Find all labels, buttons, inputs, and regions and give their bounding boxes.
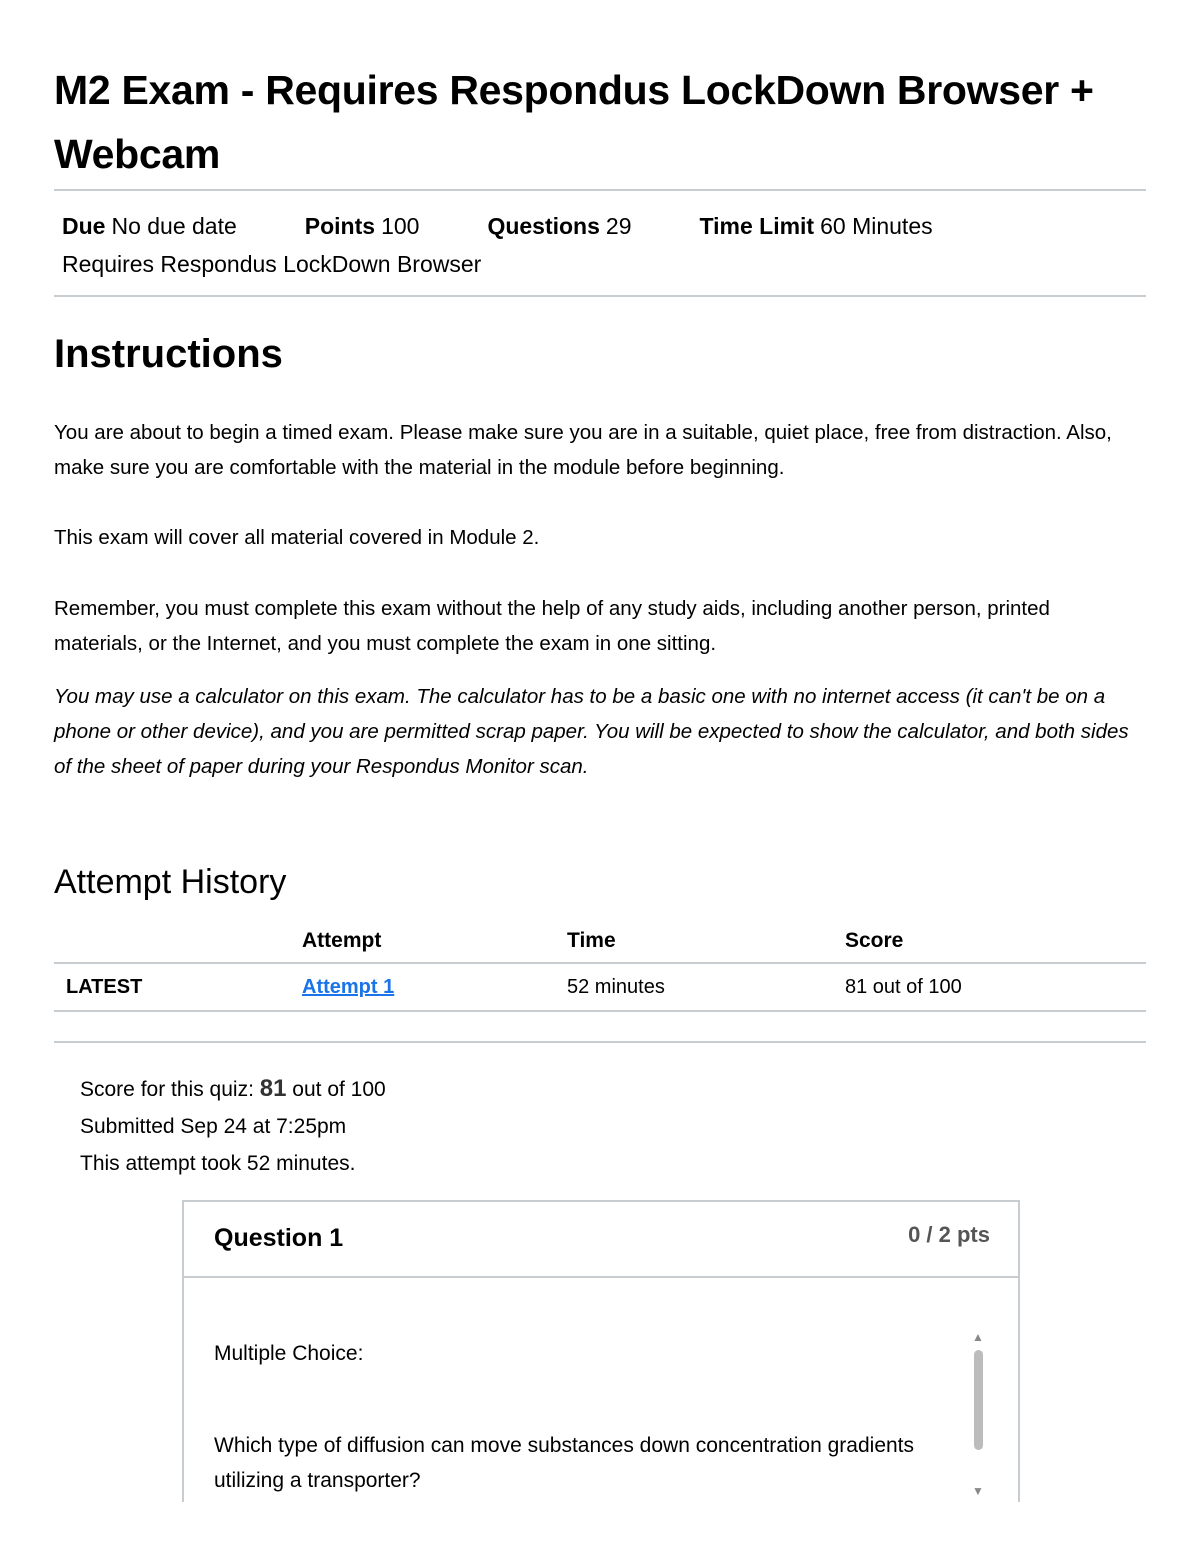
instructions-paragraph-2: This exam will cover all material covered in Module 2. (54, 526, 540, 549)
instructions-paragraph-1: You are about to begin a timed exam. Please make sure you are in a suitable, quiet place, free from distraction. Also, make sure you are comfortable with the material in the module before beginning. (54, 421, 1112, 479)
column-header-attempt: Attempt (302, 920, 567, 963)
page-title: M2 Exam - Requires Respondus LockDown Browser + Webcam (54, 67, 1094, 177)
scroll-thumb[interactable] (974, 1350, 983, 1450)
column-header-time: Time (567, 920, 845, 963)
attempt-time: 52 minutes (567, 963, 845, 1011)
attempt-link[interactable]: Attempt 1 (302, 975, 395, 998)
divider (54, 1041, 1146, 1043)
score-value: 81 (259, 1075, 287, 1102)
table-row (54, 963, 1146, 1011)
quiz-meta (62, 207, 1142, 283)
submitted-line: Submitted Sep 24 at 7:25pm (80, 1115, 347, 1138)
question-type: Multiple Choice: (214, 1342, 364, 1365)
meta-due: Due No due date (62, 213, 237, 239)
question-text: Which type of diffusion can move substances down concentration gradients utilizing a transporter? (214, 1434, 915, 1492)
instructions-heading: Instructions (54, 332, 283, 376)
question-card (182, 1200, 1020, 1502)
attempt-score: 81 out of 100 (845, 963, 1146, 1011)
attempt-history-heading: Attempt History (54, 863, 287, 901)
meta-questions: Questions 29 (487, 213, 632, 239)
meta-requirement: Requires Respondus LockDown Browser (62, 251, 482, 277)
scrollbar[interactable] (970, 1328, 988, 1502)
attempt-history-table (54, 920, 1146, 1012)
question-points: 0 / 2 pts (908, 1222, 990, 1247)
duration-line: This attempt took 52 minutes. (80, 1152, 356, 1175)
latest-tag: LATEST (54, 963, 302, 1011)
instructions-paragraph-4: You may use a calculator on this exam. The calculator has to be a basic one with no internet access (it can't be on a phone or other device), and you are permitted scrap paper. You will be expected to show the calculator, and both sides of the sheet of paper during your Respondus Monitor scan. (54, 685, 1129, 778)
quiz-summary (80, 1070, 386, 1182)
table-header-row (54, 920, 1146, 963)
question-header (184, 1202, 1018, 1278)
divider (54, 295, 1146, 297)
scroll-up-arrow-icon[interactable]: ▲ (972, 1330, 984, 1344)
divider (54, 189, 1146, 191)
scroll-down-arrow-icon[interactable]: ▼ (972, 1484, 984, 1498)
instructions-paragraph-3: Remember, you must complete this exam without the help of any study aids, including another person, printed materials, or the Internet, and you must complete the exam in one sitting. (54, 597, 1050, 655)
column-header-score: Score (845, 920, 1146, 963)
meta-points: Points 100 (304, 213, 420, 239)
meta-time-limit: Time Limit 60 Minutes (699, 213, 933, 239)
question-title: Question 1 (214, 1224, 344, 1252)
score-line: Score for this quiz: 81 out of 100 (80, 1075, 386, 1102)
column-header (54, 920, 302, 963)
question-body (184, 1278, 1018, 1502)
